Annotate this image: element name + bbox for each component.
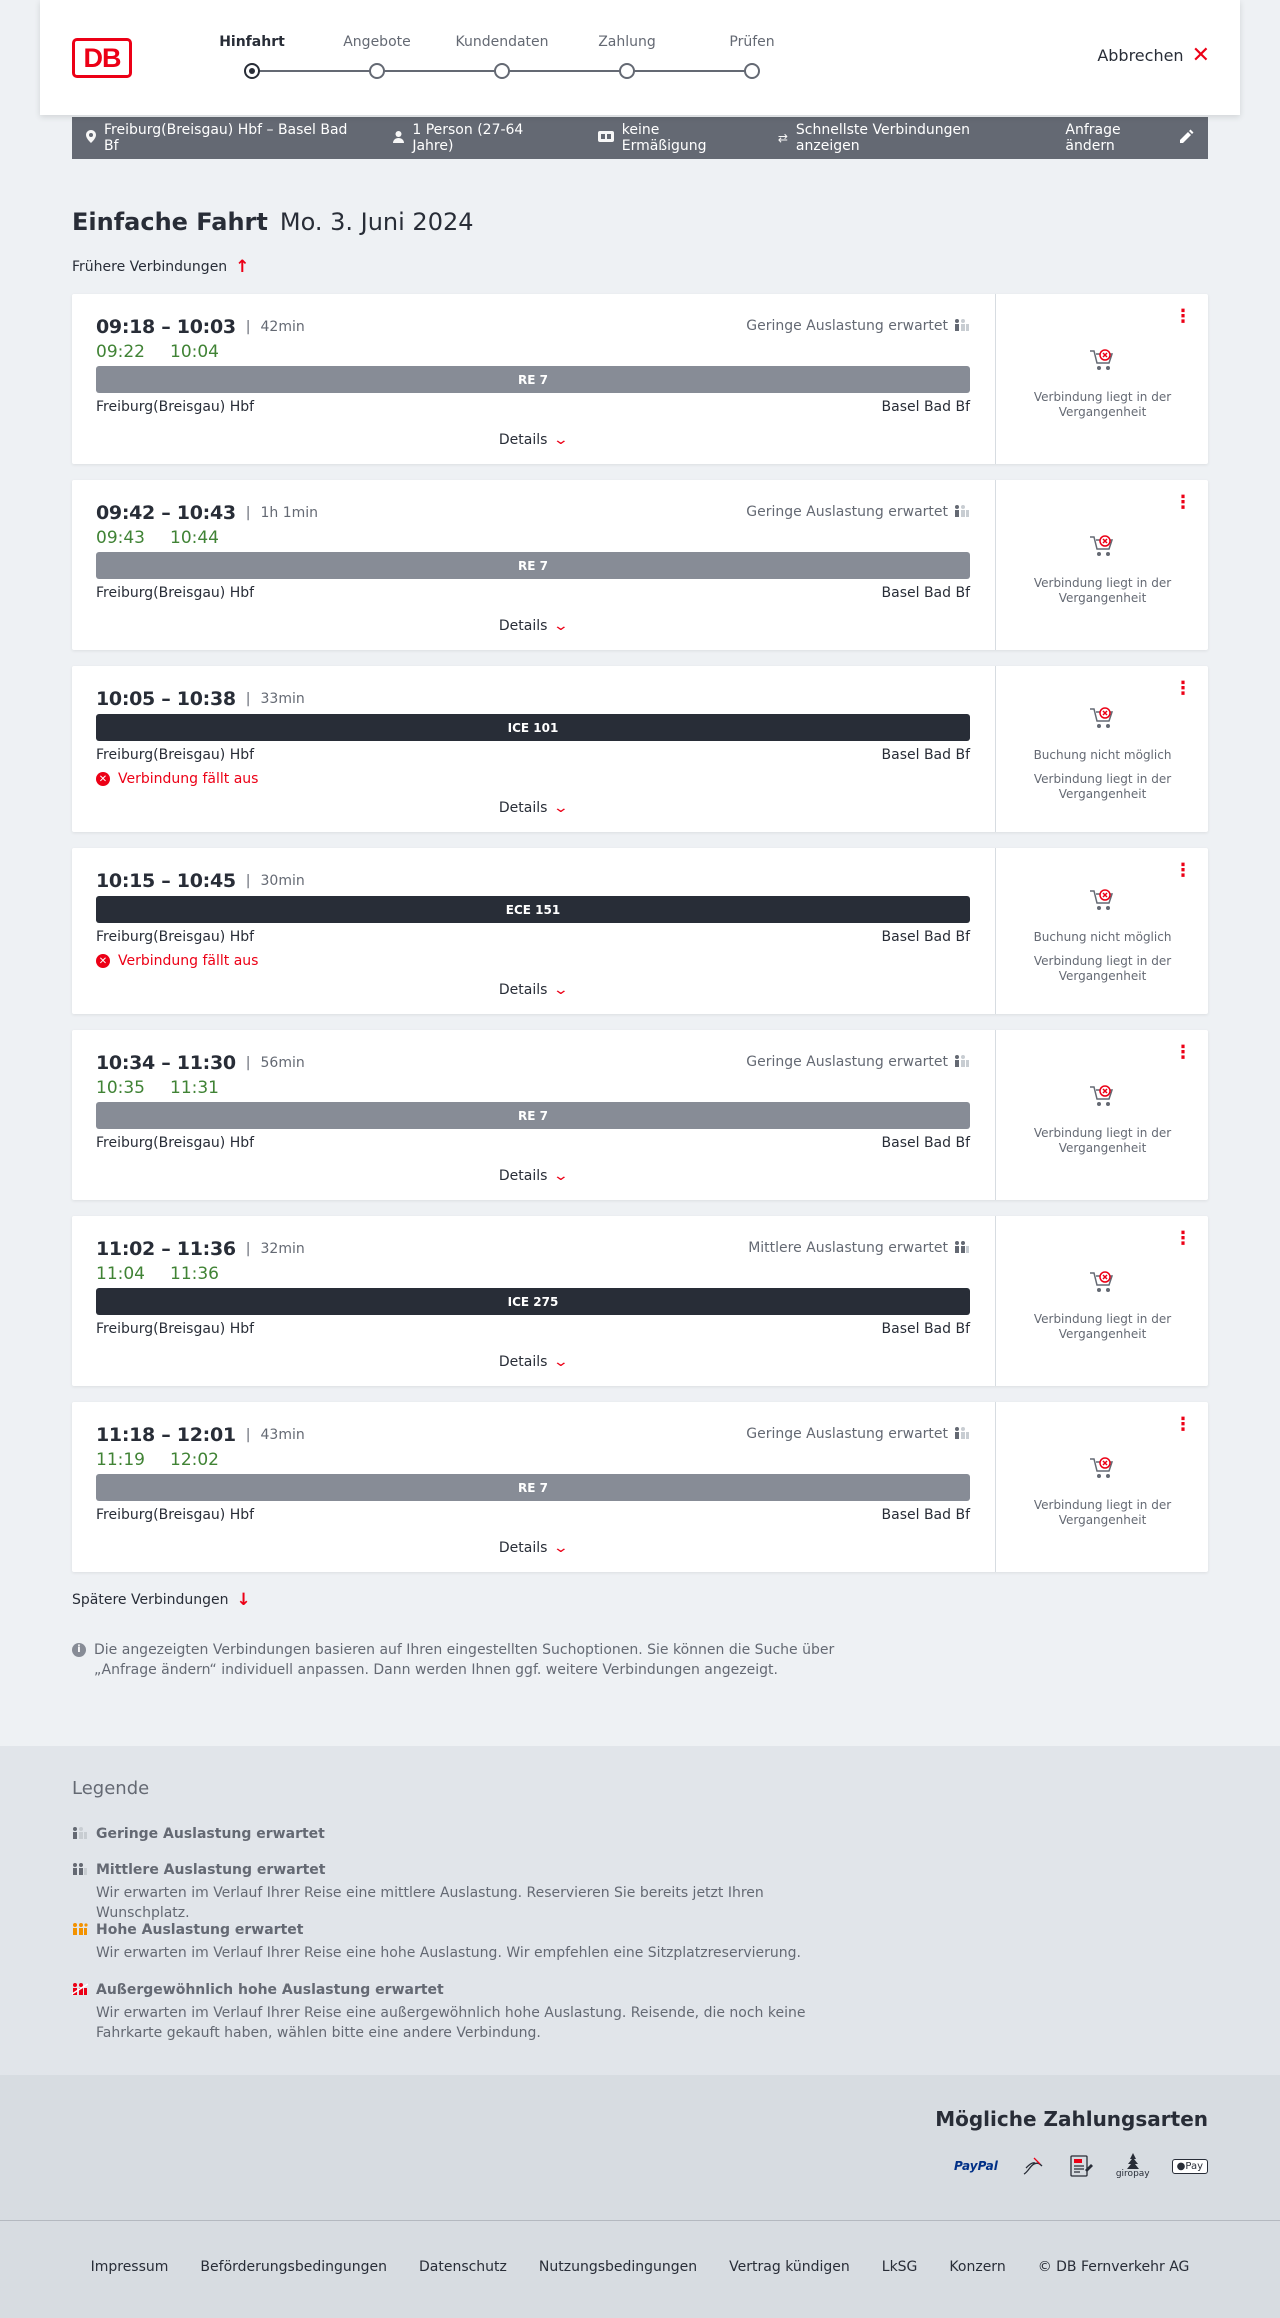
train-bar[interactable]: RE 7 xyxy=(96,552,970,579)
legend-title: Legende xyxy=(72,1778,150,1799)
separator: | xyxy=(245,691,251,707)
connection-times xyxy=(96,502,318,524)
booking-panel xyxy=(995,666,1208,832)
connection-times xyxy=(96,1052,305,1074)
trip-date: Mo. 3. Juni 2024 xyxy=(279,208,474,236)
step-dot xyxy=(494,63,510,79)
trip-type: Einfache Fahrt xyxy=(72,208,268,236)
edit-request-button[interactable] xyxy=(1065,122,1194,154)
connection-times xyxy=(96,316,305,338)
connection-times xyxy=(96,688,305,710)
giropay-label: giropay xyxy=(1115,2169,1150,2179)
planned-times: 11:02 – 11:36 xyxy=(96,1238,236,1260)
search-info-note xyxy=(72,1640,852,1680)
planned-times: 10:34 – 11:30 xyxy=(96,1052,236,1074)
route-text: Freiburg(Breisgau) Hbf – Basel Bad Bf xyxy=(104,122,348,154)
step-label: Hinfahrt xyxy=(219,34,285,50)
live-departure: 09:22 xyxy=(96,342,145,362)
cancellation-text: Verbindung fällt aus xyxy=(118,953,259,969)
train-bar[interactable]: ICE 101 xyxy=(96,714,970,741)
details-label: Details xyxy=(498,432,548,448)
connection-times xyxy=(96,1424,305,1446)
search-summary-bar xyxy=(72,117,1208,159)
train-bar[interactable]: ECE 151 xyxy=(96,896,970,923)
apple-logo: ● xyxy=(1176,2160,1186,2172)
planned-times: 09:42 – 10:43 xyxy=(96,502,236,524)
connection-times xyxy=(96,870,305,892)
step-dot xyxy=(744,63,760,79)
planned-times: 10:15 – 10:45 xyxy=(96,870,236,892)
connection-card[interactable] xyxy=(72,294,1208,464)
connection-card[interactable] xyxy=(72,480,1208,650)
past-connection-note: Verbindung liegt in der Vergangenheit xyxy=(1033,1126,1172,1155)
connection-main xyxy=(96,1030,970,1200)
step-pruefen[interactable] xyxy=(692,34,812,79)
chevron-down-icon: ⌄ xyxy=(553,1168,570,1184)
header xyxy=(40,0,1240,115)
legend-item xyxy=(72,1922,852,1963)
more-options-icon[interactable]: ⋮ xyxy=(1174,492,1192,513)
route-summary xyxy=(86,122,361,154)
occupancy-info xyxy=(746,1054,970,1070)
legend-description: Wir erwarten im Verlauf Ihrer Reise eine mittlere Auslastung. Reservieren Sie bereits jetzt Ihren Wunschplatz. xyxy=(96,1885,764,1921)
later-connections-link[interactable] xyxy=(72,1590,251,1610)
train-bar[interactable]: ICE 275 xyxy=(96,1288,970,1315)
past-connection-note: Verbindung liegt in der Vergangenheit xyxy=(1033,954,1172,983)
legend-heading xyxy=(72,1982,852,1998)
connection-card[interactable] xyxy=(72,848,1208,1014)
occupancy-low-icon xyxy=(72,1827,88,1842)
cancellation-text: Verbindung fällt aus xyxy=(118,771,259,787)
occupancy-low-icon xyxy=(954,1055,970,1070)
more-options-icon[interactable]: ⋮ xyxy=(1174,306,1192,327)
cart-disabled-icon xyxy=(996,534,1208,558)
duration: 30min xyxy=(260,873,305,889)
connection-main xyxy=(96,666,970,832)
details-label: Details xyxy=(498,800,548,816)
occupancy-high-icon xyxy=(72,1923,88,1938)
departure-station: Freiburg(Breisgau) Hbf xyxy=(96,1135,255,1151)
connection-main xyxy=(96,848,970,1014)
connection-main xyxy=(96,1216,970,1386)
footer-links xyxy=(0,2259,1280,2275)
step-label: Zahlung xyxy=(598,34,656,50)
chevron-down-icon: ⌄ xyxy=(553,800,570,816)
occupancy-text: Geringe Auslastung erwartet xyxy=(746,1054,948,1070)
booking-panel xyxy=(995,480,1208,650)
connection-main xyxy=(96,480,970,650)
footer-link-befoerderungsbedingungen[interactable]: Beförderungsbedingungen xyxy=(200,2259,387,2275)
arrival-station: Basel Bad Bf xyxy=(881,585,970,601)
separator: | xyxy=(245,1055,251,1071)
arrival-station: Basel Bad Bf xyxy=(881,1135,970,1151)
chevron-down-icon: ⌄ xyxy=(553,1540,570,1556)
live-times xyxy=(96,1450,219,1470)
planned-times: 10:05 – 10:38 xyxy=(96,688,236,710)
legend-heading xyxy=(72,1826,852,1842)
past-connection-note: Verbindung liegt in der Vergangenheit xyxy=(1033,772,1172,801)
details-label: Details xyxy=(498,618,548,634)
details-toggle[interactable] xyxy=(96,1168,970,1184)
step-hinfahrt[interactable] xyxy=(192,34,312,79)
page-title xyxy=(72,208,474,236)
arrival-station: Basel Bad Bf xyxy=(881,1321,970,1337)
live-departure: 11:04 xyxy=(96,1264,145,1284)
duration: 43min xyxy=(260,1427,305,1443)
occupancy-text: Geringe Auslastung erwartet xyxy=(746,1426,948,1442)
occupancy-low-icon xyxy=(954,1427,970,1442)
details-toggle[interactable] xyxy=(96,800,970,816)
occupancy-low-icon xyxy=(954,319,970,334)
payment-icons xyxy=(954,2153,1208,2179)
step-dot xyxy=(244,63,260,79)
live-departure: 11:19 xyxy=(96,1450,145,1470)
arrival-station: Basel Bad Bf xyxy=(881,929,970,945)
invoice-icon xyxy=(1068,2154,1094,2178)
arrow-down-icon: ↓ xyxy=(236,1590,251,1610)
step-zahlung[interactable] xyxy=(567,34,687,79)
connection-main xyxy=(96,1402,970,1572)
discount-summary xyxy=(598,122,746,154)
discount-text: keine Ermäßigung xyxy=(621,122,707,154)
footer-link-nutzungsbedingungen[interactable]: Nutzungsbedingungen xyxy=(538,2259,698,2275)
location-pin-icon xyxy=(86,130,96,146)
arrival-station: Basel Bad Bf xyxy=(881,1507,970,1523)
step-dot xyxy=(619,63,635,79)
occupancy-text: Geringe Auslastung erwartet xyxy=(746,504,948,520)
close-icon: ✕ xyxy=(1191,42,1210,68)
legend-item xyxy=(72,1862,852,1923)
live-arrival: 10:04 xyxy=(170,342,219,362)
connection-card[interactable] xyxy=(72,1030,1208,1200)
footer xyxy=(0,2220,1280,2318)
booking-unavailable-note: Buchung nicht möglich xyxy=(1033,930,1172,944)
legend-heading xyxy=(72,1922,852,1938)
occupancy-info xyxy=(746,504,970,520)
swap-arrows-icon: ⇄ xyxy=(777,131,788,145)
mode-summary xyxy=(778,122,1034,154)
arrival-station: Basel Bad Bf xyxy=(881,747,970,763)
occupancy-info xyxy=(748,1240,970,1256)
connection-card[interactable] xyxy=(72,666,1208,832)
details-label: Details xyxy=(498,1354,548,1370)
progress-stepper xyxy=(210,34,775,84)
error-icon: ✕ xyxy=(96,954,110,968)
duration: 42min xyxy=(260,319,305,335)
cart-disabled-icon xyxy=(996,1456,1208,1480)
departure-station: Freiburg(Breisgau) Hbf xyxy=(96,747,255,763)
details-label: Details xyxy=(498,1168,548,1184)
cancellation-notice xyxy=(96,771,258,787)
booking-panel xyxy=(995,848,1208,1014)
chevron-down-icon: ⌄ xyxy=(553,982,570,998)
legend-heading-text: Geringe Auslastung erwartet xyxy=(96,1826,325,1842)
legend-heading-text: Außergewöhnlich hohe Auslastung erwartet xyxy=(96,1982,444,1998)
cart-disabled-icon xyxy=(996,348,1208,372)
step-angebote[interactable] xyxy=(317,34,437,79)
departure-station: Freiburg(Breisgau) Hbf xyxy=(96,1507,255,1523)
footer-copyright: © DB Fernverkehr AG xyxy=(1037,2259,1190,2275)
live-arrival: 11:36 xyxy=(170,1264,219,1284)
step-dot xyxy=(369,63,385,79)
planned-times: 09:18 – 10:03 xyxy=(96,316,236,338)
more-options-icon[interactable]: ⋮ xyxy=(1174,860,1192,881)
giropay-icon xyxy=(1116,2153,1150,2179)
occupancy-text: Mittlere Auslastung erwartet xyxy=(748,1240,948,1256)
mode-text: Schnellste Verbindungen anzeigen xyxy=(795,122,970,154)
footer-link-datenschutz[interactable]: Datenschutz xyxy=(418,2259,507,2275)
legend-description: Wir erwarten im Verlauf Ihrer Reise eine hohe Auslastung. Wir empfehlen eine Sitzplatzreservierung. xyxy=(96,1945,801,1961)
occupancy-text: Geringe Auslastung erwartet xyxy=(746,318,948,334)
connection-card[interactable] xyxy=(72,1402,1208,1572)
departure-station: Freiburg(Breisgau) Hbf xyxy=(96,585,255,601)
info-text: Die angezeigten Verbindungen basieren auf Ihren eingestellten Suchoptionen. Sie können die Suche über „Anfrage ändern“ individuell anpassen. Dann werden Ihnen ggf. weitere Verbindungen angezeigt. xyxy=(94,1642,835,1678)
separator: | xyxy=(245,505,251,521)
live-departure: 10:35 xyxy=(96,1078,145,1098)
train-bar[interactable]: RE 7 xyxy=(96,1102,970,1129)
cancel-label: Abbrechen xyxy=(1097,46,1184,65)
legend-heading xyxy=(72,1862,852,1878)
live-times xyxy=(96,342,219,362)
live-arrival: 12:02 xyxy=(170,1450,219,1470)
step-label: Angebote xyxy=(343,34,411,50)
more-options-icon[interactable]: ⋮ xyxy=(1174,1414,1192,1435)
separator: | xyxy=(245,1241,251,1257)
bahncard-icon xyxy=(598,131,614,145)
legend-description: Wir erwarten im Verlauf Ihrer Reise eine außergewöhnlich hohe Auslastung. Reisende, die noch keine Fahrkarte gekauft haben, wählen bitte eine andere Verbindung. xyxy=(96,2005,806,2041)
apple-pay-label: Pay xyxy=(1185,2160,1203,2172)
chevron-down-icon: ⌄ xyxy=(553,1354,570,1370)
connection-times xyxy=(96,1238,305,1260)
footer-link-konzern[interactable]: Konzern xyxy=(949,2259,1006,2275)
footer-link-impressum[interactable]: Impressum xyxy=(90,2259,169,2275)
error-icon: ✕ xyxy=(96,772,110,786)
booking-panel xyxy=(995,294,1208,464)
details-toggle[interactable] xyxy=(96,618,970,634)
payment-title: Mögliche Zahlungsarten xyxy=(935,2107,1208,2131)
paypal-icon: PayPal xyxy=(954,2159,998,2173)
earlier-connections-label: Frühere Verbindungen xyxy=(72,259,228,275)
more-options-icon[interactable]: ⋮ xyxy=(1174,678,1192,699)
step-kundendaten[interactable] xyxy=(442,34,562,79)
pencil-icon xyxy=(1180,129,1194,147)
train-bar[interactable]: RE 7 xyxy=(96,1474,970,1501)
live-departure: 09:43 xyxy=(96,528,145,548)
past-connection-note: Verbindung liegt in der Vergangenheit xyxy=(1033,390,1172,419)
connection-card[interactable] xyxy=(72,1216,1208,1386)
cart-disabled-icon xyxy=(996,706,1208,730)
booking-unavailable-note: Buchung nicht möglich xyxy=(1033,748,1172,762)
step-label: Kundendaten xyxy=(455,34,549,50)
planned-times: 11:18 – 12:01 xyxy=(96,1424,236,1446)
occupancy-low-icon xyxy=(954,505,970,520)
booking-panel xyxy=(995,1216,1208,1386)
duration: 32min xyxy=(260,1241,305,1257)
departure-station: Freiburg(Breisgau) Hbf xyxy=(96,399,255,415)
occupancy-extreme-icon xyxy=(72,1983,88,1998)
booking-panel xyxy=(995,1402,1208,1572)
legend-heading-text: Mittlere Auslastung erwartet xyxy=(96,1862,326,1878)
details-toggle[interactable] xyxy=(96,432,970,448)
live-arrival: 11:31 xyxy=(170,1078,219,1098)
footer-link-lksg[interactable]: LkSG xyxy=(881,2259,918,2275)
legend-item xyxy=(72,1982,852,2043)
duration: 33min xyxy=(260,691,305,707)
db-logo[interactable]: DB xyxy=(72,38,132,78)
person-icon xyxy=(393,131,404,146)
step-label: Prüfen xyxy=(729,34,775,50)
arrow-up-icon: ↑ xyxy=(235,257,250,277)
duration: 1h 1min xyxy=(260,505,319,521)
cancel-button[interactable] xyxy=(1097,42,1210,68)
legend-heading-text: Hohe Auslastung erwartet xyxy=(96,1922,304,1938)
departure-station: Freiburg(Breisgau) Hbf xyxy=(96,1321,255,1337)
more-options-icon[interactable]: ⋮ xyxy=(1174,1228,1192,1249)
separator: | xyxy=(245,873,251,889)
direct-debit-icon xyxy=(1020,2154,1046,2178)
occupancy-medium-icon xyxy=(954,1241,970,1256)
chevron-down-icon: ⌄ xyxy=(553,432,570,448)
footer-link-vertrag-kuendigen[interactable]: Vertrag kündigen xyxy=(729,2259,850,2275)
apple-pay-icon xyxy=(1172,2159,1208,2174)
cart-disabled-icon xyxy=(996,888,1208,912)
details-label: Details xyxy=(498,982,548,998)
occupancy-info xyxy=(746,1426,970,1442)
legend-item xyxy=(72,1826,852,1842)
live-times xyxy=(96,1264,219,1284)
cancellation-notice xyxy=(96,953,258,969)
legend-section xyxy=(0,1746,1280,2075)
persons-summary xyxy=(393,122,565,154)
details-toggle[interactable] xyxy=(96,1540,970,1556)
arrival-station: Basel Bad Bf xyxy=(881,399,970,415)
past-connection-note: Verbindung liegt in der Vergangenheit xyxy=(1033,1498,1172,1527)
earlier-connections-link[interactable] xyxy=(72,257,249,277)
past-connection-note: Verbindung liegt in der Vergangenheit xyxy=(1033,576,1172,605)
connection-main xyxy=(96,294,970,464)
edit-request-label: Anfrage ändern xyxy=(1065,122,1121,154)
live-times xyxy=(96,1078,219,1098)
booking-panel xyxy=(995,1030,1208,1200)
chevron-down-icon: ⌄ xyxy=(553,618,570,634)
persons-text: 1 Person (27-64 Jahre) xyxy=(412,122,524,154)
live-times xyxy=(96,528,219,548)
duration: 56min xyxy=(260,1055,305,1071)
live-arrival: 10:44 xyxy=(170,528,219,548)
occupancy-medium-icon xyxy=(72,1863,88,1878)
separator: | xyxy=(245,319,251,335)
details-label: Details xyxy=(498,1540,548,1556)
cart-disabled-icon xyxy=(996,1270,1208,1294)
later-connections-label: Spätere Verbindungen xyxy=(72,1592,229,1608)
departure-station: Freiburg(Breisgau) Hbf xyxy=(96,929,255,945)
past-connection-note: Verbindung liegt in der Vergangenheit xyxy=(1033,1312,1172,1341)
more-options-icon[interactable]: ⋮ xyxy=(1174,1042,1192,1063)
cart-disabled-icon xyxy=(996,1084,1208,1108)
details-toggle[interactable] xyxy=(96,982,970,998)
train-bar[interactable]: RE 7 xyxy=(96,366,970,393)
info-icon: i xyxy=(72,1643,86,1657)
separator: | xyxy=(245,1427,251,1443)
payment-methods-section xyxy=(0,2075,1280,2220)
details-toggle[interactable] xyxy=(96,1354,970,1370)
occupancy-info xyxy=(746,318,970,334)
